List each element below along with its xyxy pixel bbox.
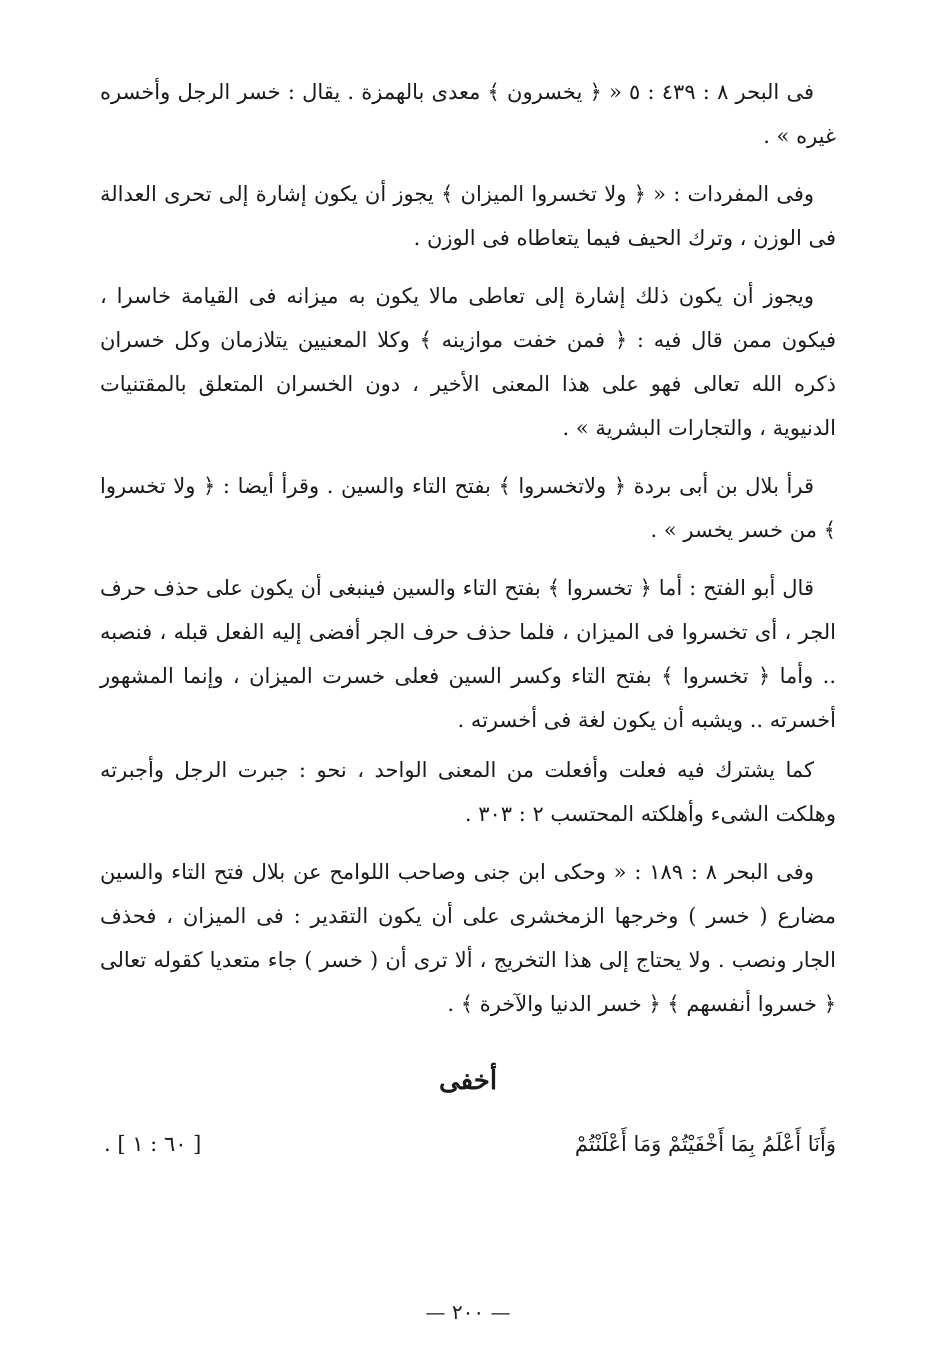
paragraph-bahr-2: وفى البحر ٨ : ١٨٩ : « وحكى ابن جنى وصاحب اللوامح عن بلال فتح التاء والسين مضارع ( خسر ) وخرجها الزمخشرى على أن يكون التقدير : فى الميزان ، فحذف الجار ونصب . ولا يحتاج إلى هذا التخريج ، ألا ترى أن ( خسر ) جاء متعديا كقوله تعالى ﴿ خسروا أنفسهم ﴾ ﴿ خسر الدنيا والآخرة ﴾ . — [100, 860, 836, 1016]
verse-text: وَأَنَا أَعْلَمُ بِمَا أَخْفَيْتُمْ وَمَا أَعْلَنْتُمْ — [574, 1132, 836, 1156]
paragraph-abu-alfath: قال أبو الفتح : أما ﴿ تخسروا ﴾ بفتح التاء والسين فينبغى أن يكون على حذف حرف الجر ، أى تخسروا فى الميزان ، فلما حذف حرف الجر أفضى إليه الفعل قبله ، فنصبه .. وأما ﴿ تخسروا ﴾ بفتح التاء وكسر السين فعلى خسرت الميزان ، وإنما المشهور أخسرته .. ويشبه أن يكون لغة فى أخسرته . — [100, 576, 836, 732]
paragraph-mufradat: وفى المفردات : « ﴿ ولا تخسروا الميزان ﴾ يجوز أن يكون إشارة إلى تحرى العدالة فى الوزن ، وترك الحيف فيما يتعاطاه فى الوزن . — [100, 182, 836, 250]
page-number-text: — ٢٠٠ — — [425, 1300, 511, 1324]
page-number — [100, 1300, 836, 1324]
verse-reference: [ ٦٠ : ١ ] . — [104, 1132, 202, 1156]
paragraph-yashtarik: كما يشترك فيه فعلت وأفعلت من المعنى الواحد ، نحو : جبرت الرجل وأجبرته وهلكت الشىء وأهلكته المحتسب ٢ : ٣٠٣ . — [100, 758, 836, 826]
paragraph-bahr-1: فى البحر ٨ : ٤٣٩ : ٥ « ﴿ يخسرون ﴾ معدى بالهمزة . يقال : خسر الرجل وأخسره غيره » . — [100, 80, 836, 148]
section-heading: أخفى — [438, 1066, 498, 1096]
paragraph-mizan: ويجوز أن يكون ذلك إشارة إلى تعاطى مالا يكون به ميزانه فى القيامة خاسرا ، فيكون ممن قال فيه : ﴿ فمن خفت موازينه ﴾ وكلا المعنيين يتلازمان وكل خسران ذكره الله تعالى فهو على هذا المعنى الأخير ، دون الخسران المتعلق بالمقتنيات الدنيوية ، والتجارات البشرية » . — [100, 284, 836, 440]
verse-line — [100, 1122, 836, 1166]
paragraph-bilal: قرأ بلال بن أبى بردة ﴿ ولاتخسروا ﴾ بفتح التاء والسين . وقرأ أيضا : ﴿ ولا تخسروا ﴾ من خسر يخسر » . — [100, 474, 836, 542]
page-body — [100, 70, 836, 1324]
